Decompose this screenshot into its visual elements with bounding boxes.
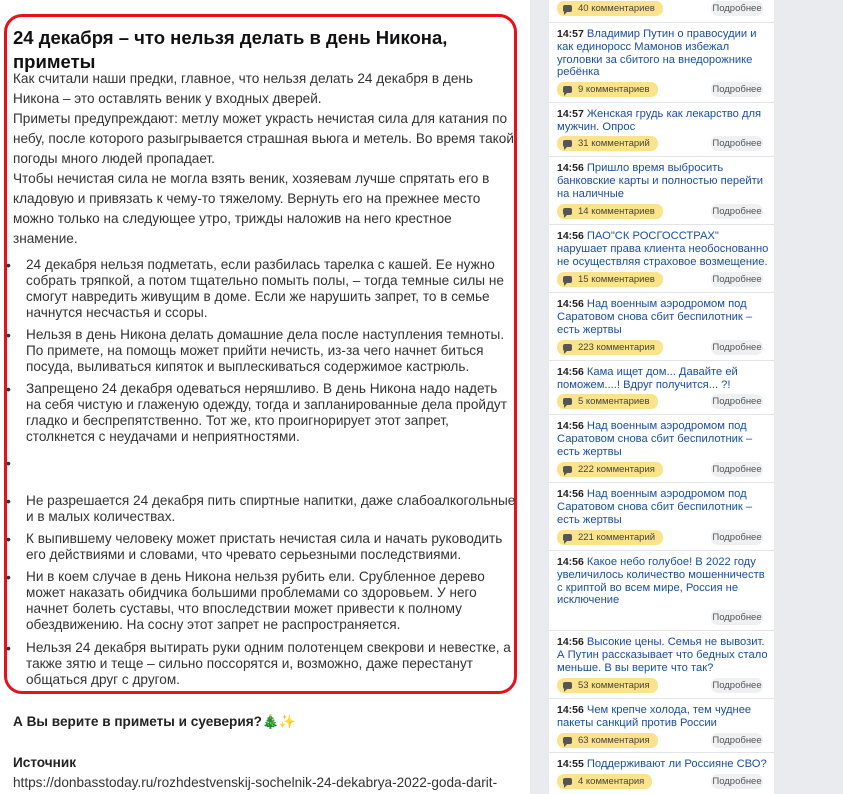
- comments-count: 53 комментария: [578, 680, 650, 691]
- comment-icon: [563, 5, 572, 12]
- comments-badge[interactable]: [557, 204, 663, 219]
- news-item: [549, 22, 774, 103]
- comment-icon: [563, 86, 572, 93]
- comments-badge[interactable]: [557, 678, 658, 693]
- news-time: 14:56: [557, 162, 584, 174]
- news-time: 14:56: [557, 636, 584, 648]
- news-title: Кама ищет дом... Давайте ей поможем....! Вдруг получится... ?!: [557, 366, 738, 391]
- news-headline[interactable]: [557, 230, 769, 268]
- list-item: • Нельзя 24 декабря вытирать руки одним полотенцем свекрови и невестке, а также зятю и теще – сильно поссорятся и, возможно, даже перестанут общаться друг с другом.: [26, 640, 516, 688]
- news-title: Какое небо голубое! В 2022 году увеличилось количество мошенничеств с криптой во всем мире, Россия не исключение: [557, 556, 765, 607]
- news-item: [549, 752, 774, 794]
- list-item: • Ни в коем случае в день Никона нельзя рубить ели. Срубленное дерево может наказать обидчика большими проблемами со здоровьем. У него начнет болеть суставы, что впоследствии может привести к полному обездвижению. На сосну этот запрет не распространяется.: [26, 569, 516, 633]
- more-button[interactable]: Подробнее: [712, 735, 762, 746]
- news-time: 14:55: [557, 758, 584, 770]
- news-item: [549, 156, 774, 225]
- comment-icon: [563, 276, 572, 283]
- news-item: [549, 482, 774, 551]
- news-headline[interactable]: [557, 298, 769, 336]
- more-button[interactable]: Подробнее: [712, 612, 762, 623]
- list-item: • К выпившему человеку может пристать нечистая сила и начать руководить его действиями и словами, что чревато серьезными последствиями.: [26, 531, 516, 563]
- news-item: [549, 292, 774, 361]
- news-item: [549, 360, 774, 415]
- comment-icon: [563, 398, 572, 405]
- column-divider: [530, 0, 539, 794]
- more-button[interactable]: Подробнее: [712, 680, 762, 691]
- comments-count: 222 комментария: [578, 464, 655, 475]
- comments-badge[interactable]: [557, 82, 658, 97]
- news-item: [549, 698, 774, 753]
- list-item: • 24 декабря нельзя подметать, если разбилась тарелка с кашей. Ее нужно собрать тряпкой, а потом тщательно помыть полы, – тогда темные силы не смогут навредить живущим в доме. Если же нарушить запрет, то в семье начнутся несчастья и ссоры.: [26, 257, 516, 321]
- news-time: 14:56: [557, 704, 584, 716]
- news-headline[interactable]: [557, 636, 769, 674]
- comments-badge[interactable]: [557, 272, 663, 287]
- comment-icon: [563, 682, 572, 689]
- comments-count: 14 комментариев: [578, 206, 655, 217]
- comments-count: 9 комментариев: [578, 84, 650, 95]
- news-sidebar: [539, 0, 843, 794]
- comment-icon: [563, 344, 572, 351]
- news-title: Женская грудь как лекарство для мужчин. Опрос: [557, 108, 762, 133]
- news-headline[interactable]: [557, 108, 769, 134]
- news-time: 14:57: [557, 28, 584, 40]
- news-title: Чем крепче холода, тем чуднее пакеты санкций против России: [557, 704, 752, 729]
- news-item: [549, 102, 774, 157]
- comments-count: 40 комментариев: [578, 3, 655, 14]
- comments-count: 63 комментария: [578, 735, 650, 746]
- comments-badge[interactable]: [557, 394, 658, 409]
- intro-paragraph: Как считали наши предки, главное, что нельзя делать 24 декабря в день Никона – это оставлять веник у входных дверей.: [13, 71, 473, 106]
- comments-count: 4 комментария: [578, 776, 645, 787]
- list-item: • Нельзя в день Никона делать домашние дела после наступления темноты. По примете, на помощь может прийти нечисть, из-за чего начнет биться посуда, выливаться кипяток и выплескиваться содержимое кастрюль.: [26, 327, 516, 375]
- list-item: • Не разрешается 24 декабря пить спиртные напитки, даже слабоалкогольные и в малых количествах.: [26, 493, 516, 525]
- news-item: [549, 550, 774, 631]
- comments-badge[interactable]: [557, 340, 663, 355]
- news-time: 14:56: [557, 298, 584, 310]
- more-button[interactable]: Подробнее: [712, 206, 762, 217]
- source-label: Источник: [13, 755, 77, 770]
- question-text: А Вы верите в приметы и суеверия?: [13, 714, 262, 729]
- news-item: [549, 630, 774, 699]
- news-time: 14:57: [557, 108, 584, 120]
- more-button[interactable]: Подробнее: [712, 396, 762, 407]
- news-headline[interactable]: [557, 162, 769, 200]
- sparkles-icon: ✨: [278, 714, 296, 729]
- source-link[interactable]: https://donbasstoday.ru/rozhdestvenskij-sochelnik-24-dekabrya-2022-goda-darit-: [13, 775, 498, 790]
- news-item: [549, 414, 774, 483]
- more-button[interactable]: Подробнее: [712, 84, 762, 95]
- more-button[interactable]: Подробнее: [712, 3, 762, 14]
- more-button[interactable]: Подробнее: [712, 138, 762, 149]
- more-button[interactable]: Подробнее: [712, 274, 762, 285]
- sidebar-rail: [777, 0, 843, 794]
- comments-badge[interactable]: [557, 136, 658, 151]
- news-time: 14:56: [557, 230, 584, 242]
- news-title: Поддерживают ли Россияне СВО?: [586, 758, 767, 770]
- comments-badge[interactable]: [557, 1, 663, 16]
- comment-icon: [563, 466, 572, 473]
- news-headline[interactable]: [557, 420, 769, 458]
- news-feed: [549, 0, 774, 794]
- news-time: 14:56: [557, 556, 584, 568]
- news-headline[interactable]: [557, 556, 769, 607]
- news-title: Над военным аэродромом под Саратовом снова сбит беспилотник – есть жертвы: [557, 420, 753, 458]
- news-item: [549, 224, 774, 293]
- intro-paragraph: Чтобы нечистая сила не могла взять веник, хозяевам лучше спрятать его в кладовую и привязать к чему-то тяжелому. Вернуть его на прежнее место можно только на следующее утро, трижды наложив на него крестное знамение.: [13, 171, 490, 246]
- news-headline[interactable]: [557, 366, 769, 392]
- question-line: [13, 714, 296, 730]
- news-title: Над военным аэродромом под Саратовом снова сбит беспилотник – есть жертвы: [557, 298, 753, 336]
- comments-count: 5 комментариев: [578, 396, 650, 407]
- news-time: 14:56: [557, 420, 584, 432]
- news-headline[interactable]: [557, 488, 769, 526]
- intro-paragraph: Приметы предупреждают: метлу может украсть нечистая сила для катания по небу, после которого разыгрывается страшная вьюга и метель. Во время такой погоды много людей пропадает.: [13, 111, 514, 166]
- news-time: 14:56: [557, 366, 584, 378]
- news-title: Высокие цены. Семья не вывозит. А Путин рассказывает что бедных стало меньше. В вы верите что так?: [557, 636, 768, 674]
- news-title: Над военным аэродромом под Саратовом снова сбит беспилотник – есть жертвы: [557, 488, 753, 526]
- comments-count: 31 комментарий: [578, 138, 650, 149]
- comment-icon: [563, 534, 572, 541]
- comment-icon: [563, 778, 572, 785]
- news-item: [549, 0, 774, 23]
- christmas-tree-icon: 🎄: [261, 714, 279, 729]
- comments-count: 15 комментариев: [578, 274, 655, 285]
- news-time: 14:56: [557, 488, 584, 500]
- news-headline[interactable]: [557, 704, 769, 730]
- news-title: Пришло время выбросить банковские карты и полностью перейти на наличные: [557, 162, 764, 200]
- list-item: • Запрещено 24 декабря одеваться неряшливо. В день Никона надо надеть на себя чистую и глаженую одежду, тогда и запланированные дела пройдут гладко и беспрепятственно. Тот же, кто проигнорирует этот запрет, столкнется с неудачами и неприятностями.: [26, 381, 516, 445]
- comment-icon: [563, 208, 572, 215]
- article-title: 24 декабря – что нельзя делать в день Никона, приметы: [13, 27, 448, 72]
- more-button[interactable]: Подробнее: [712, 532, 762, 543]
- comments-count: 221 комментарий: [578, 532, 656, 543]
- news-title: Владимир Путин о правосудии и как единоросс Мамонов избежал уголовки за сбитого на внедорожнике ребёнка: [557, 28, 757, 79]
- news-title: ПАО"СК РОСГОССТРАХ" нарушает права клиента необоснованно не осуществляя страховое возмещение.: [557, 230, 769, 268]
- comments-badge[interactable]: [557, 462, 663, 477]
- comments-count: 223 комментария: [578, 342, 655, 353]
- comments-badge[interactable]: [557, 733, 658, 748]
- more-button[interactable]: Подробнее: [712, 776, 762, 787]
- more-button[interactable]: Подробнее: [712, 342, 762, 353]
- news-headline[interactable]: [557, 28, 769, 79]
- comments-badge[interactable]: [557, 530, 663, 545]
- comments-badge[interactable]: [557, 774, 652, 789]
- news-headline[interactable]: [557, 758, 769, 771]
- comment-icon: [563, 737, 572, 744]
- article-intro: [13, 69, 519, 249]
- comment-icon: [563, 140, 572, 147]
- more-button[interactable]: Подробнее: [712, 464, 762, 475]
